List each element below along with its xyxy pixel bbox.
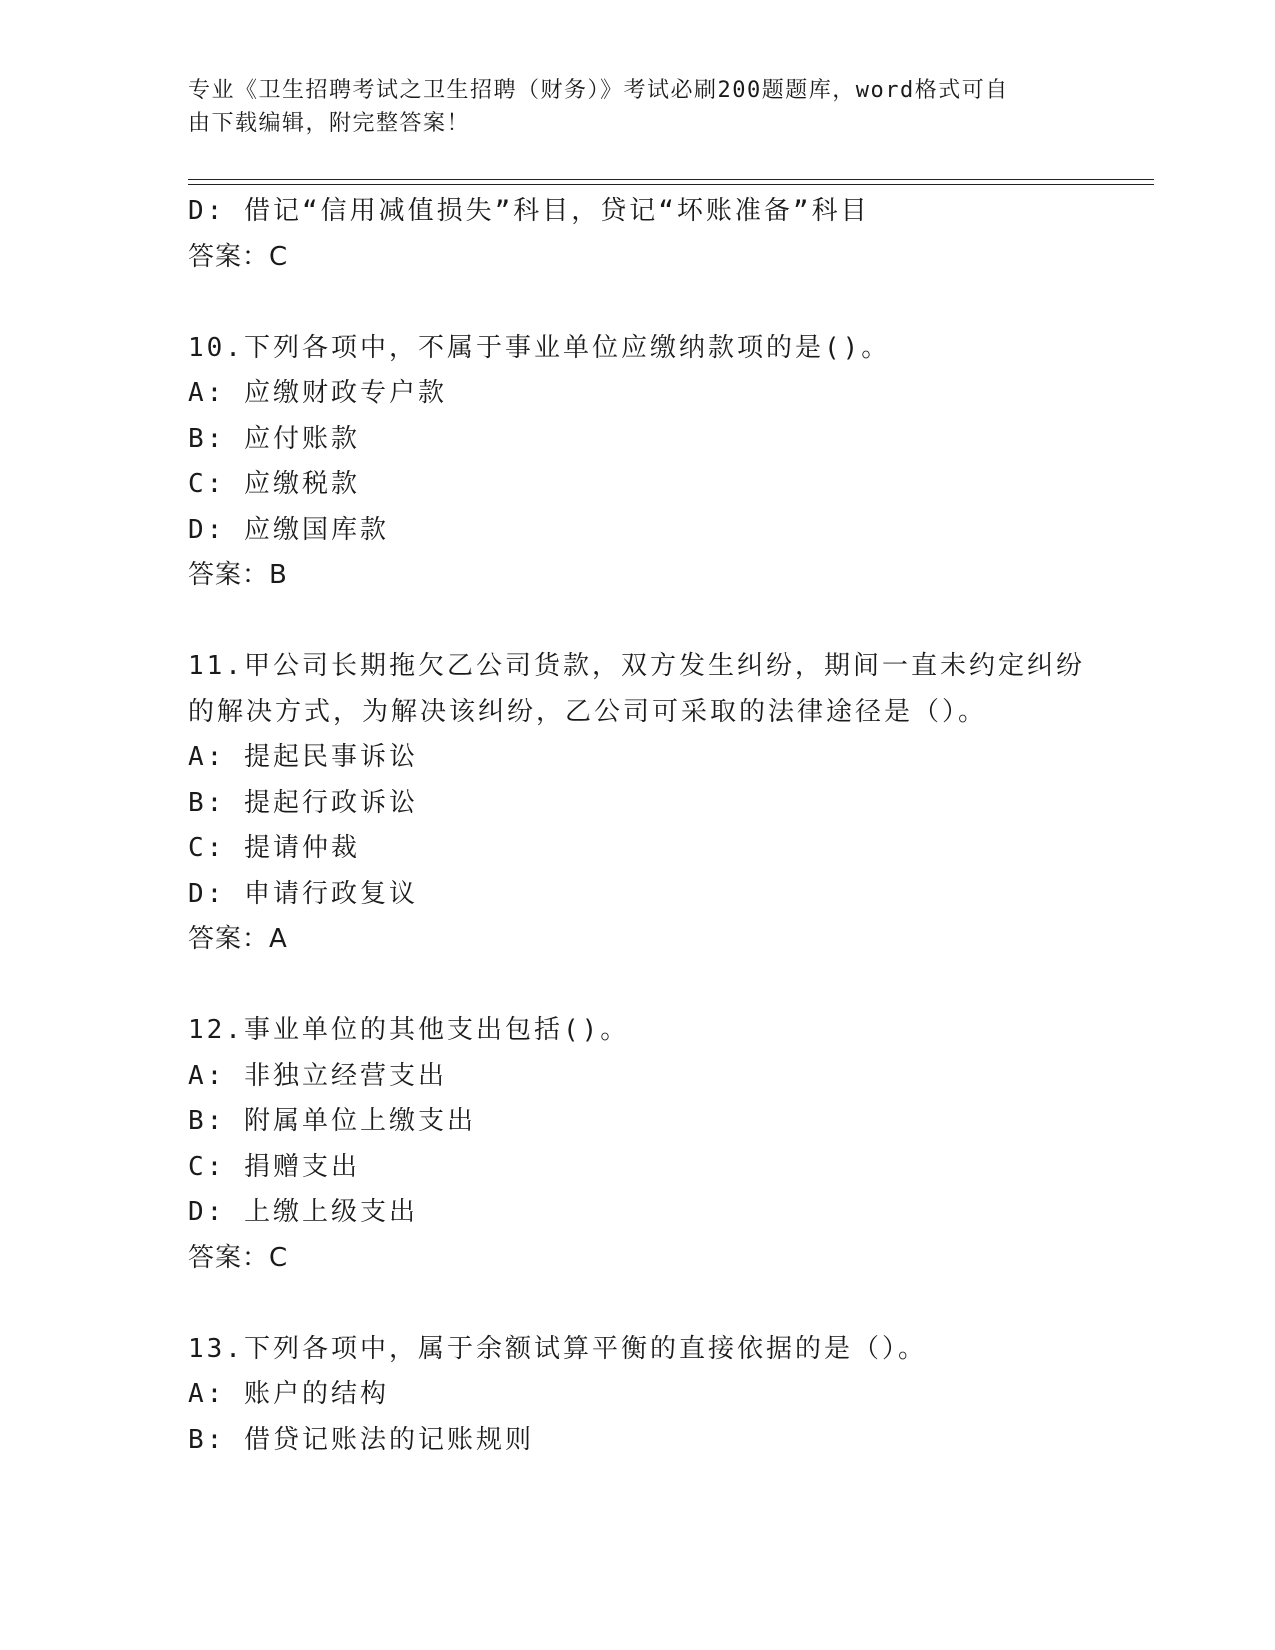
document-header (188, 74, 1068, 140)
answer-line: 答案：B (188, 560, 288, 590)
answer-line: 答案：C (188, 241, 289, 272)
option-b: B: 附属单位上缴支出 (188, 1106, 476, 1136)
question-13 (188, 1327, 1088, 1464)
option-d: D: 申请行政复议 (188, 878, 418, 909)
header-title-line-2: 由下载编辑，附完整答案！ (188, 111, 471, 136)
option-d: D: 借记“信用减值损失”科目，贷记“坏账准备”科目 (188, 196, 870, 226)
question-stem-line-2: 的解决方式，为解决该纠纷，乙公司可采取的法律途径是（）。 (188, 696, 988, 727)
option-c: C: 应缴税款 (188, 469, 360, 499)
option-c: C: 捐赠支出 (188, 1151, 360, 1182)
question-list (188, 189, 1088, 1463)
option-a: A: 提起民事诉讼 (188, 742, 418, 772)
question-stem: 13.下列各项中，属于余额试算平衡的直接依据的是（）。 (188, 1333, 927, 1364)
header-title-line-1: 专业《卫生招聘考试之卫生招聘（财务）》考试必刷200题题库，word格式可自 (188, 78, 1009, 103)
answer-line: 答案：C (188, 1242, 289, 1273)
question-11 (188, 644, 1088, 963)
question-stem: 10.下列各项中，不属于事业单位应缴纳款项的是()。 (188, 332, 891, 363)
question-stem: 12.事业单位的其他支出包括()。 (188, 1015, 630, 1045)
spacer (188, 1281, 1088, 1327)
header-divider-top (188, 179, 1154, 180)
question-10 (188, 326, 1088, 599)
option-a: A: 应缴财政专户款 (188, 378, 447, 408)
option-b: B: 借贷记账法的记账规则 (188, 1424, 534, 1455)
question-stem-line-1: 11.甲公司长期拖欠乙公司货款，双方发生纠纷，期间一直未约定纠纷 (188, 651, 1085, 681)
answer-line: 答案：A (188, 924, 288, 954)
option-b: B: 提起行政诉讼 (188, 787, 418, 818)
option-a: A: 账户的结构 (188, 1379, 389, 1409)
header-divider-bottom (188, 184, 1154, 185)
question-12 (188, 1008, 1088, 1281)
option-b: B: 应付账款 (188, 423, 360, 454)
spacer (188, 963, 1088, 1009)
option-c: C: 提请仲裁 (188, 833, 360, 863)
previous-question-tail (188, 189, 1088, 280)
option-a: A: 非独立经营支出 (188, 1060, 447, 1091)
spacer (188, 280, 1088, 326)
spacer (188, 599, 1088, 645)
option-d: D: 上缴上级支出 (188, 1197, 418, 1227)
option-d: D: 应缴国库款 (188, 514, 389, 545)
